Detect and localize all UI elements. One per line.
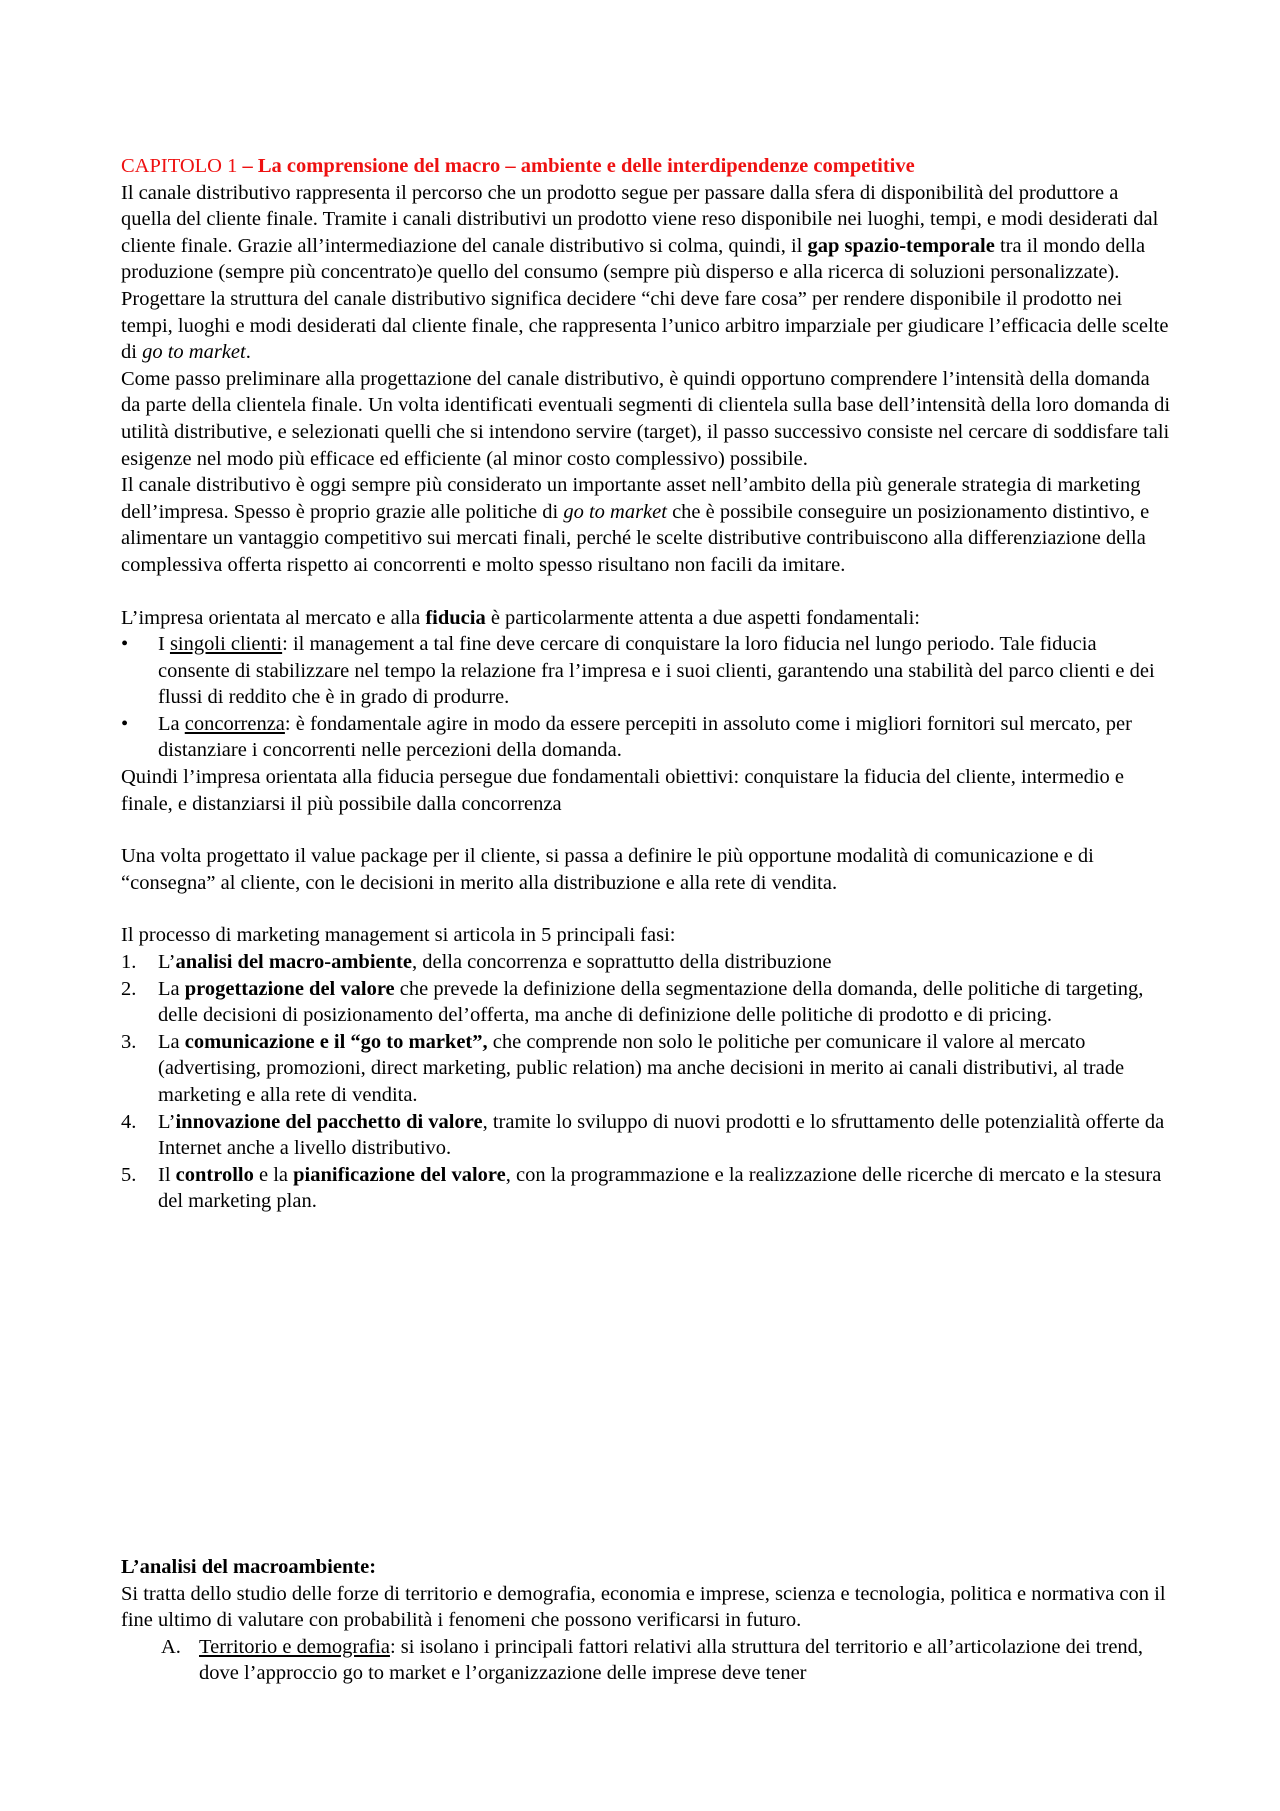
text-run: I bbox=[158, 633, 170, 656]
paragraph-4 bbox=[121, 605, 1171, 632]
text-run: La bbox=[158, 977, 185, 1000]
text-run: La bbox=[158, 712, 185, 735]
bullet-icon: • bbox=[121, 633, 129, 656]
text-run: L’ bbox=[158, 951, 176, 974]
paragraph-7: Il processo di marketing management si articola in 5 principali fasi: bbox=[121, 924, 676, 947]
text-run: L’ bbox=[158, 1110, 176, 1133]
text-run: Il canale distributivo rappresenta il percorso che un prodotto segue per passare dalla sfera di disponibilità del produttore a quella del cliente finale. Tramite i canali distributivi un prodotto viene reso disponibile nei luoghi, tempi, e modi desiderati dal cliente finale. Grazie all’intermediazione del canale distributivo si colma, quindi, il bbox=[121, 181, 1159, 257]
list-number: 2. bbox=[121, 977, 137, 1000]
bold-term: progettazione del valore bbox=[184, 977, 395, 1000]
text-run: L’impresa orientata al mercato e alla bbox=[121, 606, 426, 629]
text-run: e la bbox=[253, 1163, 294, 1186]
paragraph-6: Una volta progettato il value package per il cliente, si passa a definire le più opportune modalità di comunicazione e di “consegna” al cliente, con le decisioni in merito alla distribuzione e alla rete di vendita. bbox=[121, 845, 1094, 894]
italic-term: go to market bbox=[563, 500, 667, 523]
bold-term: analisi del macro-ambiente bbox=[175, 951, 412, 974]
phases-list bbox=[121, 949, 1171, 1215]
alpha-list bbox=[121, 1634, 1171, 1687]
bold-term: controllo bbox=[175, 1163, 254, 1186]
text-run: . bbox=[245, 341, 251, 364]
list-number: 1. bbox=[121, 951, 137, 974]
paragraph-5: Quindi l’impresa orientata alla fiducia persegue due fondamentali obiettivi: conquistare la fiducia del cliente, intermedio e finale, e distanziarsi il più possibile dalla concorrenza bbox=[121, 766, 1124, 815]
text-run: che è possibile conseguire un posizionamento distintivo, e alimentare un vantaggio competitivo sui mercati finali, perché le scelte distributive contribuiscono alla differenziazione della complessiva offerta rispetto ai concorrenti e molto spesso risultano non facili da imitare. bbox=[121, 500, 1150, 576]
bold-term: pianificazione del valore bbox=[293, 1163, 506, 1186]
paragraph-3 bbox=[121, 472, 1171, 578]
bullet-list bbox=[121, 631, 1171, 764]
chapter-block bbox=[121, 153, 1171, 1215]
chapter-title-text: – La comprensione del macro – ambiente e delle interdipendenze competitive bbox=[237, 155, 915, 177]
text-run: Il bbox=[158, 1163, 176, 1186]
heading-text: L’analisi del macroambiente: bbox=[121, 1556, 377, 1578]
bullet-icon: • bbox=[121, 712, 129, 735]
underlined-term: singoli clienti bbox=[169, 633, 283, 656]
section-macroambiente bbox=[121, 1554, 1171, 1687]
section-intro: Si tratta dello studio delle forze di territorio e demografia, economia e imprese, scienza e tecnologia, politica e normativa con il fine ultimo di valutare con probabilità i fenomeni che possono verificarsi in futuro. bbox=[121, 1582, 1166, 1632]
text-run: : è fondamentale agire in modo da essere percepiti in assoluto come i migliori fornitori sul mercato, per distanziare i concorrenti nelle percezioni della domanda. bbox=[158, 712, 1132, 762]
text-run: La bbox=[158, 1030, 185, 1053]
text-run: tra il mondo della produzione (sempre più concentrato)e quello del consumo (sempre più disperso e alla ricerca di soluzioni personalizzate). Progettare la struttura del canale distributivo significa decidere “chi deve fare cosa” per rendere disponibile il prodotto nei tempi, luoghi e modi desiderati dal cliente finale, che rappresenta l’unico arbitro imparziale per giudicare l’efficacia delle scelte di bbox=[121, 234, 1169, 364]
text-run: è particolarmente attenta a due aspetti fondamentali: bbox=[485, 606, 920, 629]
list-item bbox=[121, 1634, 1171, 1687]
list-letter: A. bbox=[161, 1635, 181, 1658]
bold-term: fiducia bbox=[425, 606, 486, 629]
text-run: , con la programmazione e la realizzazione delle ricerche di mercato e la stesura del marketing plan. bbox=[158, 1163, 1162, 1213]
text-run: , tramite lo sviluppo di nuovi prodotti e lo sfruttamento delle potenzialità offerte da Internet anche a livello distributivo. bbox=[158, 1110, 1165, 1160]
bold-term: innovazione del pacchetto di valore bbox=[175, 1110, 483, 1133]
list-item bbox=[121, 1109, 1171, 1162]
underlined-term: concorrenza bbox=[184, 712, 285, 735]
list-item bbox=[121, 1162, 1171, 1215]
text-run: , della concorrenza e soprattutto della distribuzione bbox=[411, 951, 832, 974]
list-number: 5. bbox=[121, 1163, 137, 1186]
text-run: che comprende non solo le politiche per comunicare il valore al mercato (advertising, promozioni, direct marketing, public relation) ma anche decisioni in merito ai canali distributivi, al trade marketing e alla rete di vendita. bbox=[158, 1030, 1125, 1106]
list-item bbox=[121, 949, 1171, 976]
bullet-item bbox=[121, 631, 1171, 711]
list-item bbox=[121, 1029, 1171, 1109]
underlined-term: Territorio e demografia bbox=[199, 1635, 390, 1658]
list-number: 3. bbox=[121, 1030, 137, 1053]
bold-term: gap spazio-temporale bbox=[807, 234, 995, 257]
text-run: che prevede la definizione della segmentazione della domanda, delle politiche di targeting, delle decisioni di posizionamento del’offerta, ma anche di definizione delle politiche di prodotto e di pricing. bbox=[158, 977, 1144, 1027]
italic-term: go to market bbox=[142, 341, 246, 364]
chapter-label: CAPITOLO 1 bbox=[121, 155, 238, 177]
list-item bbox=[121, 976, 1171, 1029]
section-heading bbox=[121, 1554, 1171, 1581]
bullet-item bbox=[121, 711, 1171, 764]
text-run: : si isolano i principali fattori relativi alla struttura del territorio e all’articolazione dei trend, dove l’approccio go to market e l’organizzazione delle imprese deve tener bbox=[199, 1635, 1144, 1685]
text-run: : il management a tal fine deve cercare di conquistare la loro fiducia nel lungo periodo. Tale fiducia consente di stabilizzare nel tempo la relazione fra l’impresa e i suoi clienti, garantendo una stabilità del parco clienti e dei flussi di reddito che è in grado di produrre. bbox=[158, 633, 1155, 709]
text-run: Il canale distributivo è oggi sempre più considerato un importante asset nell’ambito della più generale strategia di marketing dell’impresa. Spesso è proprio grazie alle politiche di bbox=[121, 474, 1141, 523]
bold-term: comunicazione e il “go to market”, bbox=[184, 1030, 488, 1053]
paragraph-1 bbox=[121, 180, 1171, 366]
paragraph-2: Come passo preliminare alla progettazione del canale distributivo, è quindi opportuno comprendere l’intensità della domanda da parte della clientela finale. Un volta identificati eventuali segmenti di clientela sulla base dell’intensità della loro domanda di utilità distributive, e selezionati quelli che si intendono servire (target), il passo successivo consiste nel cercare di soddisfare tali esigenze nel modo più efficace ed efficiente (al minor costo complessivo) possibile. bbox=[121, 367, 1171, 470]
list-number: 4. bbox=[121, 1110, 137, 1133]
chapter-title bbox=[121, 153, 1171, 180]
